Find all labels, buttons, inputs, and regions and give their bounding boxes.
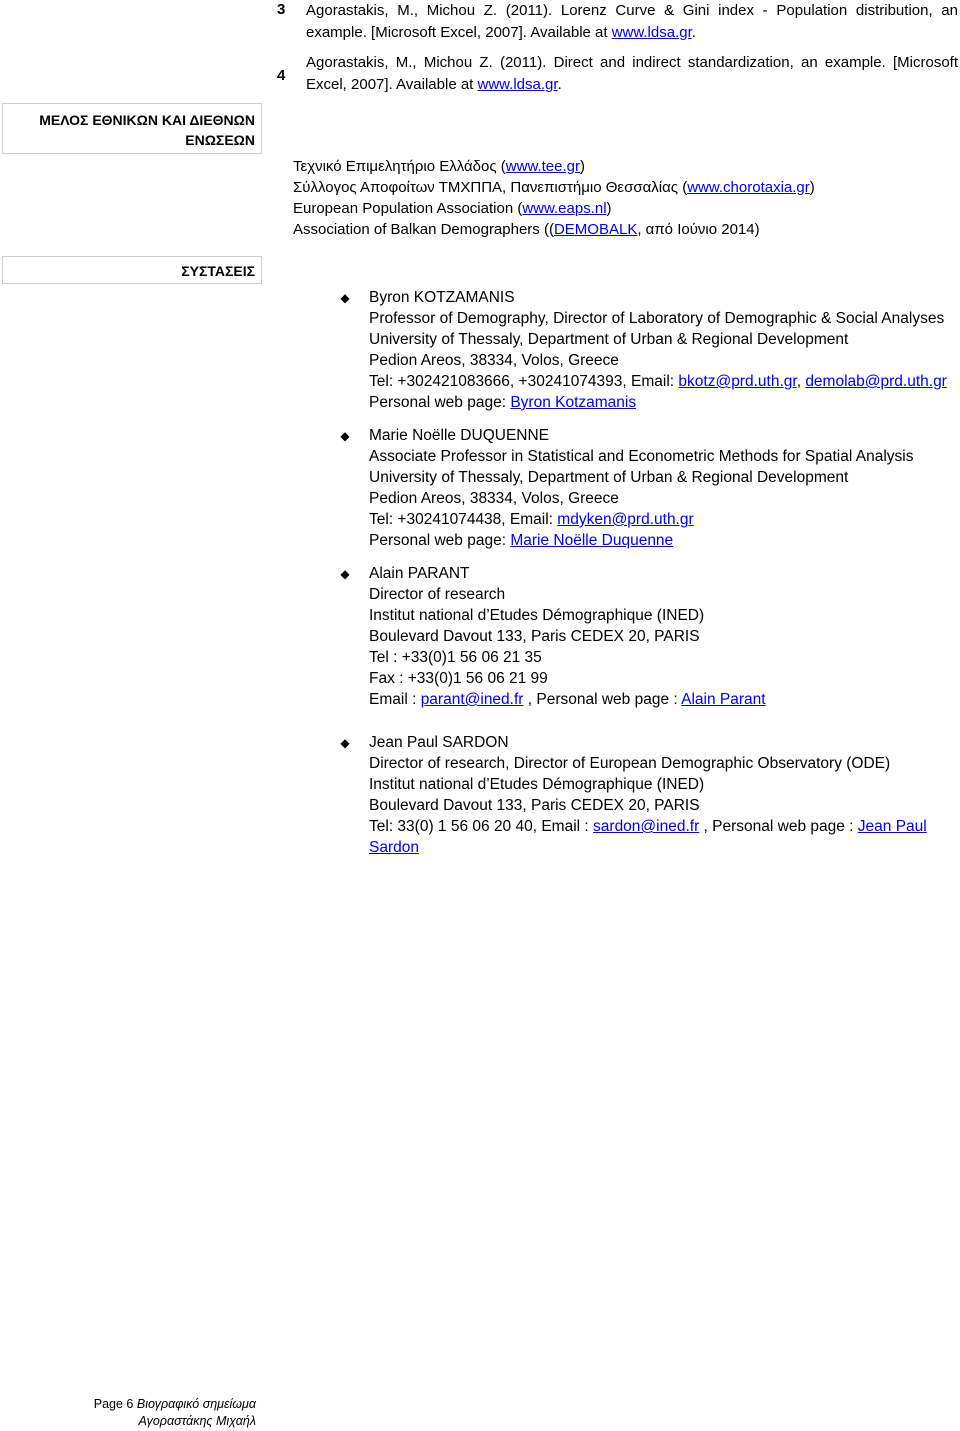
contact-name: Jean Paul SARDON	[369, 734, 509, 751]
membership-item: Τεχνικό Επιμελητήριο Ελλάδος (www.tee.gr)	[293, 158, 585, 175]
bullet-icon: ◆	[340, 736, 350, 750]
footer-author: Αγοραστάκης Μιχαήλ	[138, 1414, 256, 1428]
webpage-link[interactable]: Marie Noëlle Duquenne	[510, 532, 674, 549]
membership-link[interactable]: DEMOBALK	[553, 221, 638, 238]
contact-org: Institut national d’Etudes Démographique (INED)	[369, 607, 705, 624]
contact-title: Director of research	[369, 586, 506, 603]
email-link[interactable]: sardon@ined.fr	[593, 818, 700, 835]
reference-item: Agorastakis, M., Michou Z. (2011). Direct and indirect standardization, an example. [Microsoft Excel, 2007]. Available at www.ldsa.gr.	[306, 54, 958, 93]
contact-org: Institut national d’Etudes Démographique (INED)	[369, 776, 705, 793]
membership-link[interactable]: www.chorotaxia.gr	[687, 179, 810, 196]
contact-email-webpage: Email : parant@ined.fr , Personal web page : Alain Parant	[369, 691, 766, 708]
contact-org: University of Thessaly, Department of Urban & Regional Development	[369, 469, 849, 486]
membership-item: Association of Balkan Demographers ((DEMOBALK, από Ιούνιο 2014)	[293, 221, 760, 238]
contact-fax: Fax : +33(0)1 56 06 21 99	[369, 670, 548, 687]
email-link[interactable]: mdyken@prd.uth.gr	[557, 511, 694, 528]
contact-webpage: Personal web page: Byron Kotzamanis	[369, 394, 637, 411]
footer-line-1	[94, 1396, 256, 1413]
contact-webpage: Personal web page: Marie Noëlle Duquenne	[369, 532, 674, 549]
membership-link[interactable]: www.eaps.nl	[522, 200, 607, 217]
bullet-icon: ◆	[340, 291, 350, 305]
reference-item: Agorastakis, M., Michou Z. (2011). Lorenz Curve & Gini index - Population distribution, an example. [Microsoft Excel, 2007]. Available at www.ldsa.gr.	[306, 2, 958, 41]
webpage-link[interactable]: Alain Parant	[681, 691, 766, 708]
reference-number: 3	[277, 1, 286, 18]
contact-tel-email: Tel: +30241074438, Email: mdyken@prd.uth.gr	[369, 511, 694, 528]
email-link[interactable]: bkotz@prd.uth.gr	[678, 373, 797, 390]
contact-tel-email-webpage: Tel: 33(0) 1 56 06 20 40, Email : sardon@ined.fr , Personal web page : Jean Paul	[369, 818, 927, 835]
contact-title: Director of research, Director of European Demographic Observatory (ODE)	[369, 755, 891, 772]
contact-tel: Tel : +33(0)1 56 06 21 35	[369, 649, 542, 666]
reference-link[interactable]: www.ldsa.gr	[611, 24, 692, 41]
contact-title: Associate Professor in Statistical and Econometric Methods for Spatial Analysis	[369, 448, 914, 465]
contact-name: Marie Noëlle DUQUENNE	[369, 427, 550, 444]
bullet-icon: ◆	[340, 429, 350, 443]
contact-name: Byron KOTZAMANIS	[369, 289, 515, 306]
contact-address: Pedion Areos, 38334, Volos, Greece	[369, 352, 619, 369]
membership-item: Σύλλογος Αποφοίτων ΤΜΧΠΠΑ, Πανεπιστήμιο Θεσσαλίας (www.chorotaxia.gr)	[293, 179, 815, 196]
contact-tel-email: Tel: +302421083666, +30241074393, Email: bkotz@prd.uth.gr, demolab@prd.uth.gr	[369, 373, 947, 390]
bullet-icon: ◆	[340, 567, 350, 581]
doc-title: Βιογραφικό σημείωμα	[136, 1397, 256, 1411]
webpage-link[interactable]: Byron Kotzamanis	[510, 394, 637, 411]
reference-number: 4	[277, 67, 286, 84]
email-link[interactable]: parant@ined.fr	[420, 691, 524, 708]
reference-link[interactable]: www.ldsa.gr	[477, 76, 558, 93]
page-label: Page	[93, 1397, 123, 1411]
membership-item: European Population Association (www.eaps.nl)	[293, 200, 612, 217]
contact-address: Boulevard Davout 133, Paris CEDEX 20, PARIS	[369, 628, 700, 645]
section-heading-recommendations: ΣΥΣΤΑΣΕΙΣ	[2, 256, 262, 284]
page-number: 6	[126, 1397, 134, 1411]
contact-title: Professor of Demography, Director of Laboratory of Demographic & Social Analyses	[369, 310, 945, 327]
email-link[interactable]: demolab@prd.uth.gr	[805, 373, 947, 390]
contact-address: Boulevard Davout 133, Paris CEDEX 20, PARIS	[369, 797, 700, 814]
contact-org: University of Thessaly, Department of Urban & Regional Development	[369, 331, 849, 348]
page-footer	[94, 1396, 256, 1430]
contact-webpage-cont	[369, 837, 939, 858]
membership-link[interactable]: www.tee.gr	[505, 158, 580, 175]
section-heading-membership: ΜΕΛΟΣ ΕΘΝΙΚΩΝ ΚΑΙ ΔΙΕΘΝΩΝ ΕΝΩΣΕΩΝ	[2, 103, 262, 154]
webpage-link[interactable]: Jean Paul	[857, 818, 927, 835]
contact-address: Pedion Areos, 38334, Volos, Greece	[369, 490, 619, 507]
contact-name: Alain PARANT	[369, 565, 470, 582]
webpage-link[interactable]: Sardon	[369, 839, 419, 856]
